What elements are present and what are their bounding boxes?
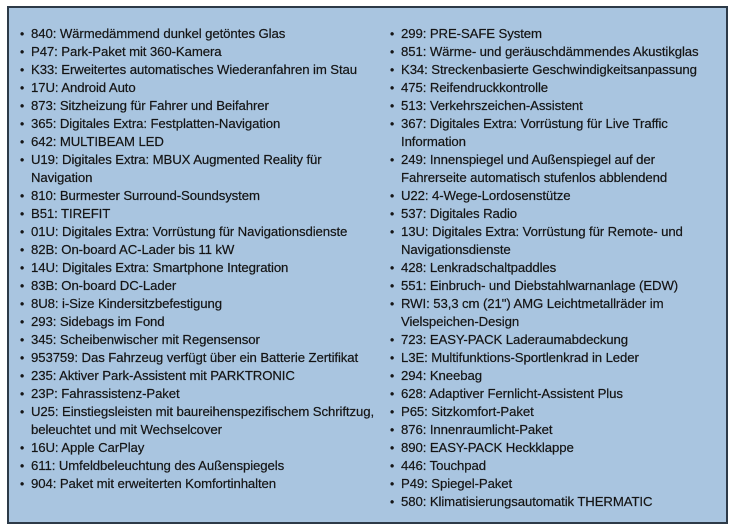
list-item: • 876: Innenraumlicht-Paket bbox=[388, 421, 720, 439]
list-item: • 8U8: i-Size Kindersitzbefestigung bbox=[18, 295, 374, 313]
list-item: • 840: Wärmedämmend dunkel getöntes Glas bbox=[18, 25, 374, 43]
list-item: • 428: Lenkradschaltpaddles bbox=[388, 259, 720, 277]
list-item: • 904: Paket mit erweiterten Komfortinhalten bbox=[18, 475, 374, 493]
list-item: • 890: EASY-PACK Heckklappe bbox=[388, 439, 720, 457]
list-item: • K33: Erweitertes automatisches Wiederanfahren im Stau bbox=[18, 61, 374, 79]
list-item: • RWI: 53,3 cm (21") AMG Leichtmetallräder im Vielspeichen-Design bbox=[388, 295, 720, 331]
list-item: • 551: Einbruch- und Diebstahlwarnanlage (EDW) bbox=[388, 277, 720, 295]
list-item: • 611: Umfeldbeleuchtung des Außenspiegels bbox=[18, 457, 374, 475]
list-item: • 446: Touchpad bbox=[388, 457, 720, 475]
list-item: • 294: Kneebag bbox=[388, 367, 720, 385]
list-item: • 17U: Android Auto bbox=[18, 79, 374, 97]
list-item: • 723: EASY-PACK Laderaumabdeckung bbox=[388, 331, 720, 349]
list-item: • 628: Adaptiver Fernlicht-Assistent Plus bbox=[388, 385, 720, 403]
list-item: • 365: Digitales Extra: Festplatten-Navigation bbox=[18, 115, 374, 133]
list-item: • 513: Verkehrszeichen-Assistent bbox=[388, 97, 720, 115]
equipment-list-left bbox=[18, 25, 374, 493]
list-item: • 235: Aktiver Park-Assistent mit PARKTRONIC bbox=[18, 367, 374, 385]
equipment-list-panel bbox=[7, 6, 728, 524]
list-item: • 14U: Digitales Extra: Smartphone Integration bbox=[18, 259, 374, 277]
list-item: • 82B: On-board AC-Lader bis 11 kW bbox=[18, 241, 374, 259]
list-item: • 293: Sidebags im Fond bbox=[18, 313, 374, 331]
list-item: • 299: PRE-SAFE System bbox=[388, 25, 720, 43]
list-item: • U25: Einstiegsleisten mit baureihenspezifischem Schriftzug, beleuchtet und mit Wechselcover bbox=[18, 403, 374, 439]
list-item: • 13U: Digitales Extra: Vorrüstung für Remote- und Navigationsdienste bbox=[388, 223, 720, 259]
list-item: • U19: Digitales Extra: MBUX Augmented Reality für Navigation bbox=[18, 151, 374, 187]
list-item: • 537: Digitales Radio bbox=[388, 205, 720, 223]
list-item: • 475: Reifendruckkontrolle bbox=[388, 79, 720, 97]
list-item: • P65: Sitzkomfort-Paket bbox=[388, 403, 720, 421]
list-item: • 873: Sitzheizung für Fahrer und Beifahrer bbox=[18, 97, 374, 115]
list-item: • P49: Spiegel-Paket bbox=[388, 475, 720, 493]
list-item: • 16U: Apple CarPlay bbox=[18, 439, 374, 457]
list-item: • 367: Digitales Extra: Vorrüstung für Live Traffic Information bbox=[388, 115, 720, 151]
list-item: • B51: TIREFIT bbox=[18, 205, 374, 223]
list-item: • P47: Park-Paket mit 360-Kamera bbox=[18, 43, 374, 61]
list-item: • 810: Burmester Surround-Soundsystem bbox=[18, 187, 374, 205]
list-item: • 851: Wärme- und geräuschdämmendes Akustikglas bbox=[388, 43, 720, 61]
list-item: • 249: Innenspiegel und Außenspiegel auf der Fahrerseite automatisch stufenlos abblendend bbox=[388, 151, 720, 187]
list-item: • 580: Klimatisierungsautomatik THERMATIC bbox=[388, 493, 720, 511]
list-item: • 01U: Digitales Extra: Vorrüstung für Navigationsdienste bbox=[18, 223, 374, 241]
list-item: • L3E: Multifunktions-Sportlenkrad in Leder bbox=[388, 349, 720, 367]
equipment-list-right bbox=[388, 25, 720, 511]
list-item: • U22: 4-Wege-Lordosenstütze bbox=[388, 187, 720, 205]
list-item: • K34: Streckenbasierte Geschwindigkeitsanpassung bbox=[388, 61, 720, 79]
list-item: • 642: MULTIBEAM LED bbox=[18, 133, 374, 151]
list-item: • 953759: Das Fahrzeug verfügt über ein Batterie Zertifikat bbox=[18, 349, 374, 367]
list-item: • 23P: Fahrassistenz-Paket bbox=[18, 385, 374, 403]
list-item: • 83B: On-board DC-Lader bbox=[18, 277, 374, 295]
list-item: • 345: Scheibenwischer mit Regensensor bbox=[18, 331, 374, 349]
